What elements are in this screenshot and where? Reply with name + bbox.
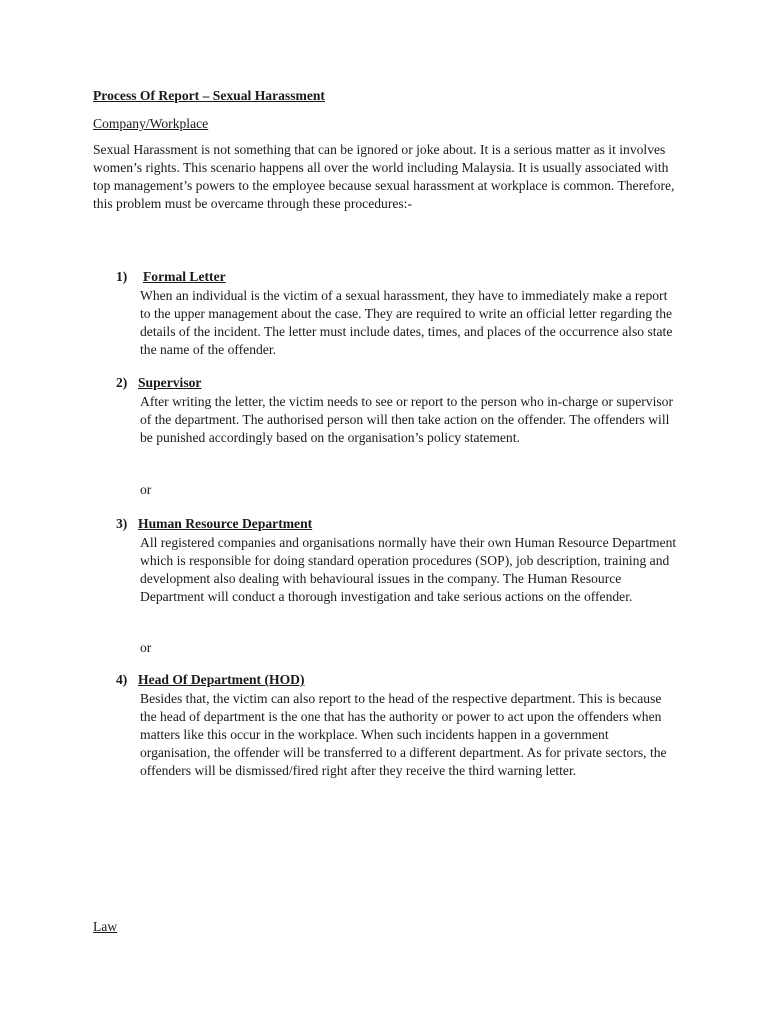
item-heading-human-resource-department <box>116 516 312 532</box>
item-number: 4) <box>116 672 128 687</box>
item-label: Head Of Department (HOD) <box>138 672 305 687</box>
document-title: Process Of Report – Sexual Harassment <box>93 88 325 103</box>
or-separator: or <box>140 482 152 497</box>
or-separator: or <box>140 640 152 655</box>
section-heading-law: Law <box>93 919 118 934</box>
item-heading-head-of-department <box>116 672 305 688</box>
item-heading-formal-letter <box>116 269 226 285</box>
item-number: 1) <box>116 269 128 284</box>
item-label: Human Resource Department <box>138 516 313 531</box>
item-number: 3) <box>116 516 128 531</box>
intro-paragraph: Sexual Harassment is not something that can be ignored or joke about. It is a serious matter as it involves women’s rights. This scenario happens all over the world including Malaysia. It is usually associated with top management’s powers to the employee because sexual harassment at workplace is common. Therefore, this problem must be overcame through these procedures:- <box>93 142 675 211</box>
item-label: Formal Letter <box>143 269 226 284</box>
section-heading-company-workplace: Company/Workplace <box>93 116 209 131</box>
item-heading-supervisor <box>116 375 201 391</box>
item-text-supervisor: After writing the letter, the victim needs to see or report to the person who in-charge or supervisor of the department. The authorised person will then take action on the offender. The offenders will be punished accordingly based on the organisation’s policy statement. <box>140 394 673 445</box>
item-text-human-resource-department: All registered companies and organisations normally have their own Human Resource Department which is responsible for doing standard operation procedures (SOP), job description, training and development also dealing with behavioural issues in the company. The Human Resource Department will conduct a thorough investigation and take serious actions on the offender. <box>140 535 677 604</box>
item-number: 2) <box>116 375 128 390</box>
item-label: Supervisor <box>138 375 202 390</box>
item-text-head-of-department: Besides that, the victim can also report to the head of the respective department. This is because the head of department is the one that has the authority or power to act upon the offenders when matters like this occur in the workplace. When such incidents happen in a government organisation, the offender will be transferred to a different department. As for private sectors, the offenders will be dismissed/fired right after they receive the third warning letter. <box>140 691 667 778</box>
item-text-formal-letter: When an individual is the victim of a sexual harassment, they have to immediately make a report to the upper management about the case. They are required to write an official letter regarding the details of the incident. The letter must include dates, times, and places of the occurrence also state the name of the offender. <box>140 288 673 357</box>
